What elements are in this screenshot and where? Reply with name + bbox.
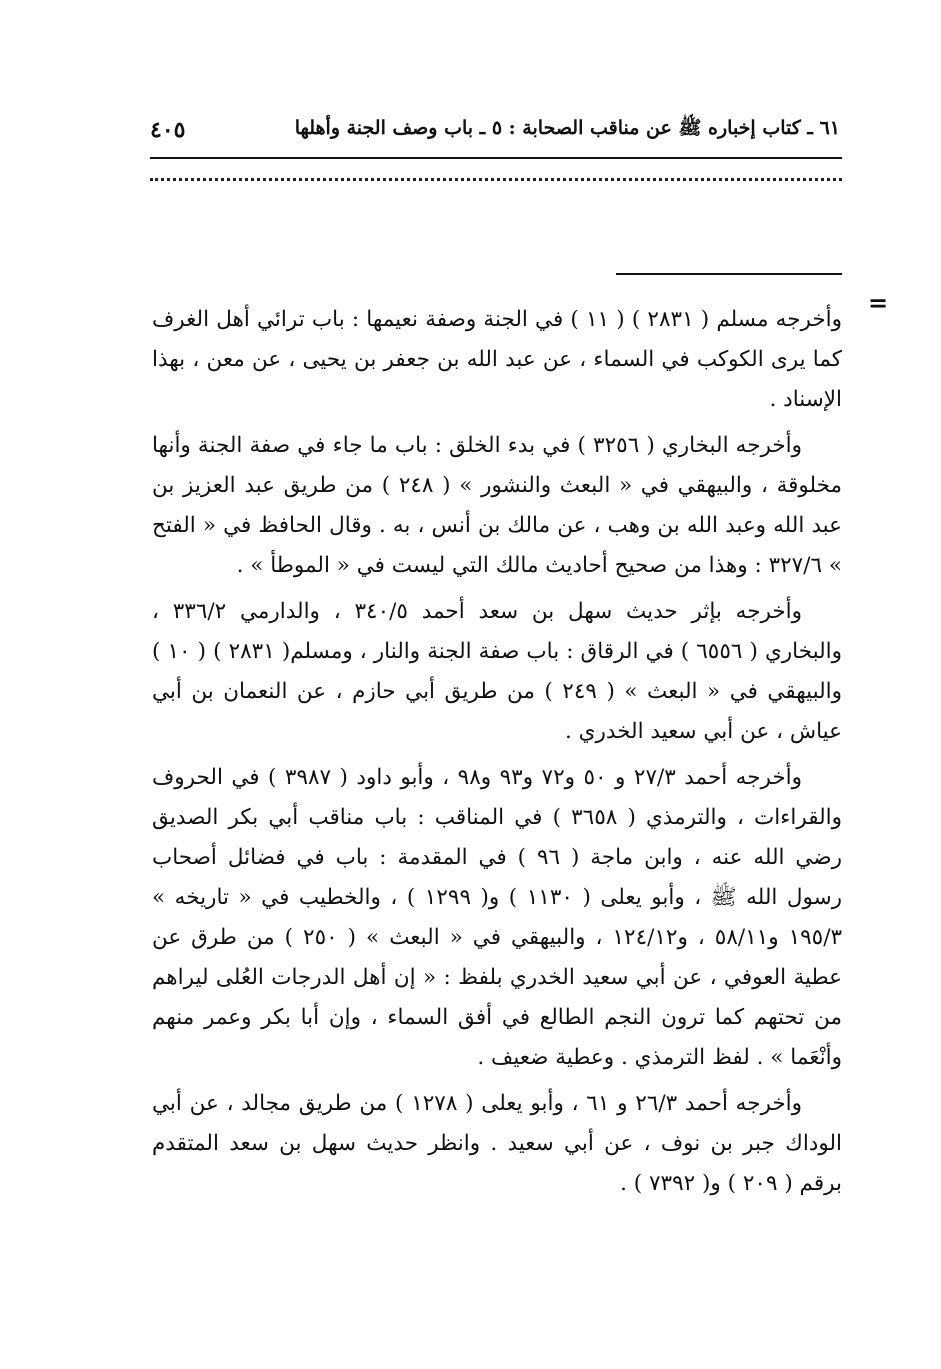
header-rule xyxy=(150,157,842,159)
running-header xyxy=(150,112,840,148)
running-title: ٦١ ـ كتاب إخباره ﷺ عن مناقب الصحابة : ٥ ـ باب وصف الجنة وأهلها xyxy=(294,117,840,139)
paragraph: وأخرجه البخاري ( ٣٢٥٦ ) في بدء الخلق : باب ما جاء في صفة الجنة وأنها مخلوقة ، والبيهقي في « البعث والنشور » ( ٢٤٨ ) من طريق عبد العزيز بن عبد الله وعبد الله بن وهب ، عن مالك بن أنس ، به . وقال الحافظ في « الفتح » ٣٢٧/٦ : وهذا من صحيح أحاديث مالك التي ليست في « الموطأ » . xyxy=(152,433,842,578)
footnote-text xyxy=(152,300,842,1210)
continuation-mark: = xyxy=(868,289,889,317)
page-number: ٤٠٥ xyxy=(150,117,186,143)
footnote-separator xyxy=(616,273,842,275)
paragraph: وأخرجه مسلم ( ٢٨٣١ ) ( ١١ ) في الجنة وصفة نعيمها : باب ترائي أهل الغرف كما يرى الكوكب في السماء ، عن عبد الله بن جعفر بن يحيى ، عن معن ، بهذا الإسناد . xyxy=(152,307,843,412)
paragraph: وأخرجه أحمد ٢٧/٣ و ٥٠ و٧٢ و٩٣ و٩٨ ، وأبو داود ( ٣٩٨٧ ) في الحروف والقراءات ، والترمذي ( ٣٦٥٨ ) في المناقب : باب مناقب أبي بكر الصديق رضي الله عنه ، وابن ماجة ( ٩٦ ) في المقدمة : باب في فضائل أصحاب رسول الله ﷺ ، وأبو يعلى ( ١١٣٠ ) و( ١٢٩٩ ) ، والخطيب في « تاريخه » ١٩٥/٣ و٥٨/١١ ، و١٢٤/١٢ ، والبيهقي في « البعث » ( ٢٥٠ ) من طرق عن عطية العوفي ، عن أبي سعيد الخدري بلفظ : « إن أهل الدرجات العُلى ليراهم من تحتهم كما ترون النجم الطالع في أفق السماء ، وإن أبا بكر وعمر منهم وأنْعَما » . لفظ الترمذي . وعطية ضعيف . xyxy=(152,765,843,1070)
dotted-rule xyxy=(150,178,842,181)
paragraph: وأخرجه بإثر حديث سهل بن سعد أحمد ٣٤٠/٥ ، والدارمي ٣٣٦/٢ ، والبخاري ( ٦٥٥٦ ) في الرقاق : باب صفة الجنة والنار ، ومسلم( ٢٨٣١ ) ( ١٠ ) والبيهقي في « البعث » ( ٢٤٩ ) من طريق أبي حازم ، عن النعمان بن أبي عياش ، عن أبي سعيد الخدري . xyxy=(152,599,843,744)
paragraph: وأخرجه أحمد ٢٦/٣ و ٦١ ، وأبو يعلى ( ١٢٧٨ ) من طريق مجالد ، عن أبي الوداك جبر بن نوف ، عن أبي سعيد . وانظر حديث سهل بن سعد المتقدم برقم ( ٢٠٩ ) و( ٧٣٩٢ ) . xyxy=(152,1091,842,1196)
